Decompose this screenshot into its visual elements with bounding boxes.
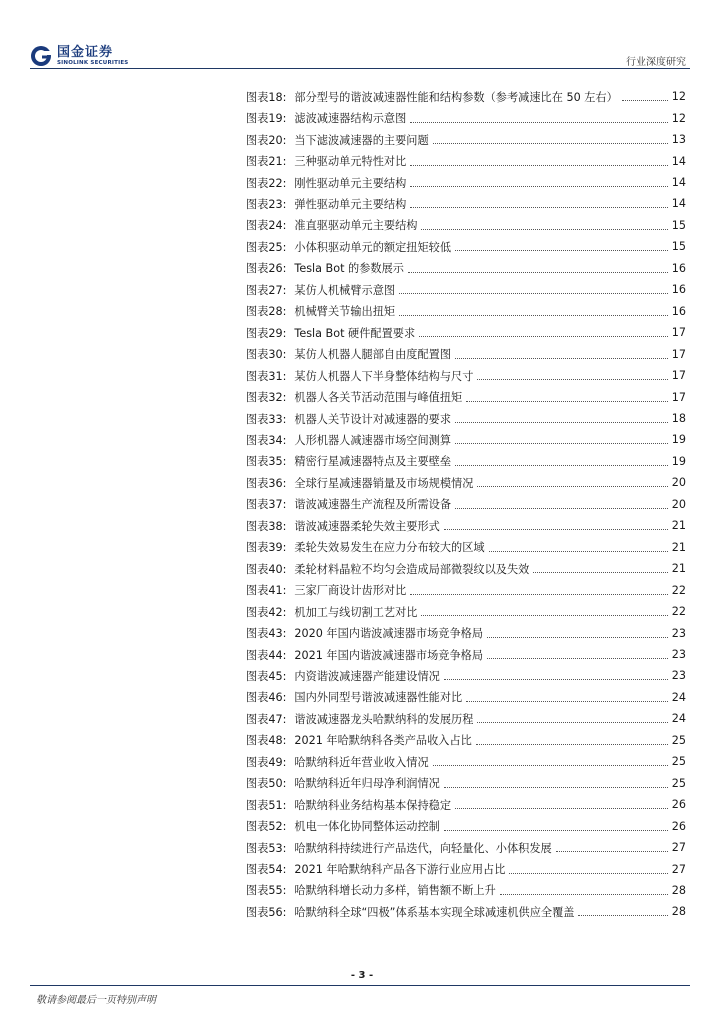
toc-entry[interactable]: [246, 730, 686, 751]
toc-entry[interactable]: [246, 751, 686, 772]
toc-entry-page: 14: [671, 154, 686, 168]
toc-entry[interactable]: [246, 322, 686, 343]
toc-leader-dots: [433, 765, 668, 766]
toc-leader-dots: [444, 679, 668, 680]
toc-entry-label: 图表47:: [246, 712, 287, 726]
toc-entry-label: 图表28:: [246, 305, 287, 319]
toc-entry[interactable]: [246, 86, 686, 107]
toc-leader-dots: [466, 701, 668, 702]
toc-entry-label: 图表24:: [246, 219, 287, 233]
toc-entry-label: 图表32:: [246, 391, 287, 405]
toc-entry-title: 柔轮失效易发生在应力分布较大的区域: [294, 541, 485, 555]
toc-entry-title: 精密行星减速器特点及主要壁垒: [294, 455, 452, 469]
toc-entry[interactable]: [246, 365, 686, 386]
toc-entry-label: 图表43:: [246, 627, 287, 641]
toc-entry-label: 图表37:: [246, 498, 287, 512]
toc-entry-page: 16: [671, 261, 686, 275]
toc-entry[interactable]: [246, 215, 686, 236]
toc-entry-page: 22: [671, 583, 686, 597]
toc-entry-label: 图表50:: [246, 777, 287, 791]
toc-leader-dots: [410, 165, 667, 166]
toc-entry-label: 图表48:: [246, 734, 287, 748]
toc-entry-page: 25: [671, 733, 686, 747]
toc-entry-page: 23: [671, 626, 686, 640]
toc-entry-page: 22: [671, 605, 686, 619]
toc-entry-title: 2021 年哈默纳科各类产品收入占比: [294, 734, 472, 748]
toc-entry-title: 哈默纳科持续进行产品迭代，向轻量化、小体积发展: [294, 841, 552, 855]
toc-entry-title: 谐波减速器龙头哈默纳科的发展历程: [294, 712, 474, 726]
toc-entry[interactable]: [246, 558, 686, 579]
toc-leader-dots: [410, 186, 667, 187]
toc-entry[interactable]: [246, 429, 686, 450]
toc-entry-label: 图表54:: [246, 863, 287, 877]
toc-leader-dots: [444, 787, 668, 788]
logo-chinese-name: 国金证券: [57, 44, 114, 60]
toc-leader-dots: [455, 358, 668, 359]
toc-entry-title: 人形机器人减速器市场空间测算: [294, 433, 452, 447]
toc-leader-dots: [578, 915, 667, 916]
toc-entry-title: 弹性驱动单元主要结构: [294, 197, 407, 211]
toc-entry-label: 图表56:: [246, 905, 287, 919]
toc-entry-page: 25: [671, 755, 686, 769]
toc-entry-page: 17: [671, 326, 686, 340]
toc-entry[interactable]: [246, 343, 686, 364]
toc-entry-title: 机器人各关节活动范围与峰值扭矩: [294, 391, 463, 405]
toc-entry-page: 19: [671, 454, 686, 468]
toc-entry-page: 14: [671, 197, 686, 211]
toc-leader-dots: [399, 315, 668, 316]
page-number: - 3 -: [350, 970, 374, 981]
toc-entry-label: 图表26:: [246, 262, 287, 276]
toc-entry-page: 19: [671, 433, 686, 447]
toc-entry-page: 15: [671, 218, 686, 232]
toc-entry-page: 20: [671, 476, 686, 490]
toc-entry-page: 24: [671, 690, 686, 704]
toc-entry-page: 17: [671, 347, 686, 361]
toc-entry-title: 某仿人机械臂示意图: [294, 283, 396, 297]
toc-entry-page: 28: [671, 883, 686, 897]
toc-entry-label: 图表49:: [246, 755, 287, 769]
toc-leader-dots: [455, 808, 668, 809]
company-logo: [30, 44, 170, 68]
toc-entry[interactable]: [246, 880, 686, 901]
toc-entry-label: 图表27:: [246, 283, 287, 297]
toc-entry-title: 小体积驱动单元的额定扭矩较低: [294, 240, 452, 254]
toc-entry-title: 哈默纳科增长动力多样，销售额不断上升: [294, 884, 496, 898]
toc-entry-title: 机电一体化协同整体运动控制: [294, 820, 440, 834]
toc-entry-page: 14: [671, 176, 686, 190]
toc-entry-label: 图表44:: [246, 648, 287, 662]
toc-entry-title: 谐波减速器柔轮失效主要形式: [294, 519, 440, 533]
toc-entry-title: 三家厂商设计齿形对比: [294, 584, 407, 598]
toc-entry-label: 图表34:: [246, 433, 287, 447]
toc-entry[interactable]: [246, 408, 686, 429]
toc-leader-dots: [410, 207, 667, 208]
toc-entry-title: Tesla Bot 硬件配置要求: [294, 326, 416, 340]
toc-entry-page: 13: [671, 133, 686, 147]
toc-entry[interactable]: [246, 794, 686, 815]
toc-leader-dots: [410, 594, 667, 595]
table-of-figures: [246, 86, 686, 923]
toc-leader-dots: [433, 143, 668, 144]
toc-entry[interactable]: [246, 193, 686, 214]
disclaimer-text: 敬请参阅最后一页特别声明: [36, 995, 156, 1006]
toc-entry-page: 23: [671, 669, 686, 683]
toc-entry-label: 图表55:: [246, 884, 287, 898]
toc-entry[interactable]: [246, 665, 686, 686]
toc-leader-dots: [477, 722, 667, 723]
toc-entry-title: 机器人关节设计对减速器的要求: [294, 412, 452, 426]
toc-entry-label: 图表41:: [246, 584, 287, 598]
toc-entry-page: 16: [671, 283, 686, 297]
toc-entry[interactable]: [246, 279, 686, 300]
toc-entry[interactable]: [246, 858, 686, 879]
toc-entry-title: 2021 年哈默纳科产品各下游行业应用占比: [294, 863, 506, 877]
toc-entry[interactable]: [246, 773, 686, 794]
toc-entry-title: 哈默纳科全球“四极”体系基本实现全球减速机供应全覆盖: [294, 905, 575, 919]
toc-leader-dots: [533, 572, 667, 573]
page-header: [0, 0, 724, 72]
toc-entry-label: 图表23:: [246, 197, 287, 211]
toc-entry[interactable]: [246, 236, 686, 257]
toc-entry-title: 当下滤波减速器的主要问题: [294, 133, 429, 147]
toc-entry-label: 图表21:: [246, 155, 287, 169]
header-divider: [30, 68, 690, 69]
toc-leader-dots: [444, 529, 668, 530]
toc-entry-title: 哈默纳科近年归母净利润情况: [294, 777, 440, 791]
footer-divider: [30, 985, 690, 986]
toc-entry-title: 柔轮材料晶粒不均匀会造成局部微裂纹以及失效: [294, 562, 530, 576]
toc-entry[interactable]: [246, 129, 686, 150]
toc-entry-page: 26: [671, 819, 686, 833]
toc-entry-title: 2021 年国内谐波减速器市场竞争格局: [294, 648, 484, 662]
toc-entry-title: 某仿人机器人下半身整体结构与尺寸: [294, 369, 474, 383]
toc-entry-label: 图表42:: [246, 605, 287, 619]
toc-entry-label: 图表38:: [246, 519, 287, 533]
toc-leader-dots: [455, 443, 668, 444]
toc-entry-label: 图表18:: [246, 90, 287, 104]
toc-entry[interactable]: [246, 837, 686, 858]
toc-entry-label: 图表29:: [246, 326, 287, 340]
toc-entry[interactable]: [246, 579, 686, 600]
toc-entry-label: 图表25:: [246, 240, 287, 254]
toc-entry-title: 机加工与线切割工艺对比: [294, 605, 418, 619]
toc-entry[interactable]: [246, 494, 686, 515]
toc-entry-page: 16: [671, 304, 686, 318]
toc-entry-label: 图表39:: [246, 541, 287, 555]
toc-entry[interactable]: [246, 172, 686, 193]
toc-entry-title: 三种驱动单元特性对比: [294, 155, 407, 169]
toc-entry-label: 图表52:: [246, 820, 287, 834]
toc-entry-page: 17: [671, 369, 686, 383]
toc-leader-dots: [500, 894, 668, 895]
toc-entry-page: 24: [671, 712, 686, 726]
toc-leader-dots: [419, 336, 668, 337]
toc-leader-dots: [476, 744, 668, 745]
toc-entry[interactable]: [246, 386, 686, 407]
toc-entry-label: 图表40:: [246, 562, 287, 576]
toc-entry-label: 图表46:: [246, 691, 287, 705]
toc-entry-page: 12: [671, 90, 686, 104]
toc-entry-page: 17: [671, 390, 686, 404]
toc-entry-title: Tesla Bot 的参数展示: [294, 262, 404, 276]
toc-entry-title: 准直驱驱动单元主要结构: [294, 219, 418, 233]
toc-entry-title: 哈默纳科业务结构基本保持稳定: [294, 798, 452, 812]
toc-entry-label: 图表30:: [246, 348, 287, 362]
toc-entry[interactable]: [246, 708, 686, 729]
toc-entry-label: 图表36:: [246, 476, 287, 490]
toc-entry-title: 全球行星减速器销量及市场规模情况: [294, 476, 474, 490]
toc-leader-dots: [466, 401, 668, 402]
toc-leader-dots: [477, 379, 667, 380]
toc-entry[interactable]: [246, 150, 686, 171]
toc-entry[interactable]: [246, 601, 686, 622]
toc-entry-page: 27: [671, 841, 686, 855]
toc-entry-title: 2020 年国内谐波减速器市场竞争格局: [294, 627, 484, 641]
toc-leader-dots: [477, 486, 667, 487]
toc-entry[interactable]: [246, 107, 686, 128]
toc-entry-label: 图表35:: [246, 455, 287, 469]
toc-entry[interactable]: [246, 901, 686, 922]
toc-leader-dots: [487, 658, 668, 659]
toc-entry-title: 某仿人机器人腿部自由度配置图: [294, 348, 452, 362]
toc-entry[interactable]: [246, 472, 686, 493]
toc-entry-label: 图表53:: [246, 841, 287, 855]
toc-entry-page: 18: [671, 412, 686, 426]
toc-entry[interactable]: [246, 622, 686, 643]
toc-leader-dots: [444, 830, 668, 831]
toc-entry-title: 刚性驱动单元主要结构: [294, 176, 407, 190]
toc-entry[interactable]: [246, 301, 686, 322]
toc-leader-dots: [622, 100, 668, 101]
toc-entry-title: 谐波减速器生产流程及所需设备: [294, 498, 452, 512]
sinolink-logo-icon: [30, 45, 52, 67]
toc-entry-label: 图表20:: [246, 133, 287, 147]
toc-entry-page: 28: [671, 905, 686, 919]
toc-entry-title: 机械臂关节输出扭矩: [294, 305, 396, 319]
toc-entry-page: 25: [671, 776, 686, 790]
toc-entry-title: 国内外同型号谐波减速器性能对比: [294, 691, 463, 705]
toc-entry-page: 21: [671, 540, 686, 554]
toc-entry[interactable]: [246, 815, 686, 836]
toc-leader-dots: [421, 615, 667, 616]
toc-entry-label: 图表31:: [246, 369, 287, 383]
toc-leader-dots: [408, 272, 668, 273]
toc-leader-dots: [421, 229, 667, 230]
toc-entry[interactable]: [246, 515, 686, 536]
toc-leader-dots: [509, 873, 667, 874]
toc-leader-dots: [455, 422, 668, 423]
toc-entry-title: 滤波减速器结构示意图: [294, 112, 407, 126]
toc-entry[interactable]: [246, 451, 686, 472]
toc-entry-page: 15: [671, 240, 686, 254]
toc-leader-dots: [455, 508, 668, 509]
logo-english-name: SINOLINK SECURITIES: [57, 59, 129, 66]
toc-entry-title: 哈默纳科近年营业收入情况: [294, 755, 429, 769]
toc-entry-page: 20: [671, 497, 686, 511]
toc-leader-dots: [455, 250, 668, 251]
toc-entry[interactable]: [246, 258, 686, 279]
toc-entry-page: 21: [671, 519, 686, 533]
toc-leader-dots: [489, 551, 668, 552]
toc-entry-title: 内资谐波减速器产能建设情况: [294, 669, 440, 683]
toc-entry-page: 27: [671, 862, 686, 876]
report-type-label: 行业深度研究: [626, 57, 686, 68]
toc-entry-label: 图表19:: [246, 112, 287, 126]
toc-entry[interactable]: [246, 537, 686, 558]
toc-entry-page: 12: [671, 111, 686, 125]
toc-leader-dots: [410, 122, 667, 123]
toc-entry-label: 图表33:: [246, 412, 287, 426]
toc-leader-dots: [455, 465, 668, 466]
toc-entry-label: 图表22:: [246, 176, 287, 190]
toc-leader-dots: [556, 851, 668, 852]
toc-leader-dots: [399, 293, 668, 294]
toc-entry-page: 21: [671, 562, 686, 576]
toc-entry[interactable]: [246, 687, 686, 708]
toc-entry-title: 部分型号的谐波减速器性能和结构参数（参考减速比在 50 左右）: [294, 90, 618, 104]
toc-entry-label: 图表45:: [246, 669, 287, 683]
toc-entry-page: 23: [671, 648, 686, 661]
toc-entry-page: 26: [671, 798, 686, 812]
toc-leader-dots: [487, 637, 668, 638]
toc-entry[interactable]: [246, 644, 686, 665]
toc-entry-label: 图表51:: [246, 798, 287, 812]
